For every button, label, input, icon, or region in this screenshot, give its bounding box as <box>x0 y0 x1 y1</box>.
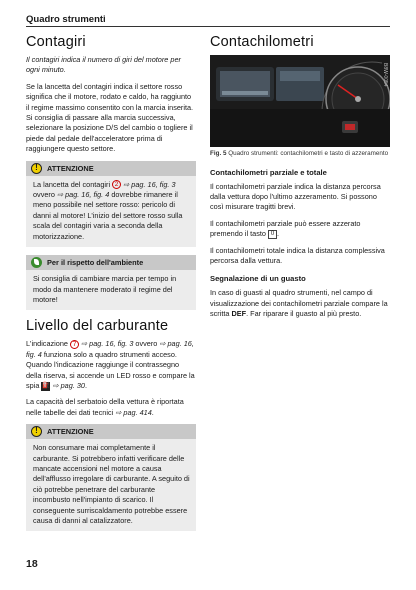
text-part: . Far riparare il guasto al più presto. <box>246 309 362 319</box>
guasto-heading: Segnalazione di un guasto <box>210 274 306 284</box>
contagiri-title: Contagiri <box>26 34 86 50</box>
page-reference-link[interactable]: ⇨ pag. 16, fig. 3 <box>121 179 176 189</box>
eco-box <box>26 255 196 310</box>
warning-box-fuel <box>26 424 196 531</box>
def-label: DEF <box>231 309 247 319</box>
warning-icon: ! <box>31 163 42 174</box>
text-part: . <box>84 380 87 390</box>
warning-text-part: ovvero <box>33 190 57 200</box>
warning-text: Non consumare mai completamente il carburante. Si potrebbero infatti verificare delle mancate accensioni nel motore a causa dell'afflusso irregolare di carburante. A seguito di ciò potrebbe penetrare del carburante incombusto nell'impianto di scarico. Il conseguente surriscaldamento potrebbe essere causa di danni al catalizzatore. <box>33 443 190 525</box>
carburante-p2 <box>26 397 196 418</box>
contagiri-intro: Il contagiri indica il numero di giri del motore per ogni minuto. <box>26 55 181 75</box>
page-reference-link[interactable]: ⇨ pag. 16, fig. 4 <box>56 190 110 200</box>
warning-text-part: La lancetta del contagiri <box>33 179 113 189</box>
text-part: L'indicazione <box>26 339 70 349</box>
fuel-reserve-lamp-icon: ⛽ <box>42 382 50 389</box>
page-reference-link[interactable]: ⇨ pag. 414 <box>115 407 152 417</box>
parziale-p1: Il contachilometri parziale indica la distanza percorsa dalla vettura dopo l'ultimo azzeramento. Si possono così misurare tragitti brevi. <box>210 181 381 212</box>
warning-text <box>26 176 196 247</box>
left-column <box>26 34 196 539</box>
eco-box-header <box>26 255 196 270</box>
warning-text-part: dovrebbe rimanere il meno possibile nel settore rosso: pericolo di danni al motore! L'inizio del settore rosso sulla scala del contagiri varia a seconda della motorizzazione. <box>33 190 183 241</box>
parziale-p3: Il contachilometri totale indica la distanza complessiva percorsa dalla vettura. <box>210 245 385 265</box>
page-reference-link[interactable]: ⇨ pag. 16, fig. 4 <box>26 339 194 359</box>
header-divider <box>26 26 390 27</box>
warning-box-header <box>26 424 196 439</box>
page-reference-link[interactable]: ⇨ pag. 30 <box>50 380 85 390</box>
page-reference-link[interactable]: ⇨ pag. 16, fig. 3 <box>79 339 134 349</box>
page-number: 18 <box>26 558 38 570</box>
text-part: . <box>277 229 280 239</box>
contagiri-body: Se la lancetta del contagiri indica il settore rosso significa che il motore, rodato e caldo, ha raggiunto il regime massimo consentito con la marcia inserita. Si consiglia di passare alla marcia successiva, selezionare la posizione D/S del cambio o togliere il piede dal pedale dell'acceleratore prima di raggiungere questo settore. <box>26 81 194 154</box>
parziale-p2 <box>210 219 390 240</box>
text-part: La capacità del serbatoio della vettura è riportata nelle tabelle dei dati tecnici <box>26 397 184 417</box>
warning-box-header <box>26 161 196 176</box>
figure-label: Fig. 5 <box>210 150 227 157</box>
eco-leaf-icon <box>31 257 42 268</box>
instrument-cluster-figure <box>210 55 390 147</box>
warning-title: ATTENZIONE <box>47 163 94 173</box>
eco-title: Per il rispetto dell'ambiente <box>47 258 144 268</box>
right-column <box>210 34 390 326</box>
section-header: Quadro strumenti <box>26 14 106 25</box>
instrument-cluster-illustration <box>210 55 390 147</box>
figure-caption-text: Quadro strumenti: contachilometri e tasto di azzeramento <box>228 150 389 157</box>
text-part: Il contachilometri parziale può essere azzerato premendo il tasto <box>210 218 361 239</box>
callout-number: 7 <box>70 340 79 349</box>
contachilometri-title: Contachilometri <box>210 34 314 50</box>
text-part: . <box>151 407 154 417</box>
warning-box-tachometer <box>26 161 196 247</box>
reset-key-icon: 0 <box>268 230 277 239</box>
guasto-body <box>210 288 390 319</box>
figure-code: B8W-0054 <box>382 63 388 87</box>
text-part: funziona solo a quadro strumenti acceso. Quando l'indicazione raggiunge il contrassegno della riserva, si accende un LED rosso e compare la spia <box>26 349 195 390</box>
warning-title: ATTENZIONE <box>47 427 94 437</box>
figure-caption <box>210 150 390 159</box>
carburante-title: Livello del carburante <box>26 318 169 335</box>
carburante-p1 <box>26 339 196 391</box>
eco-text: Si consiglia di cambiare marcia per tempo in modo da mantenere moderato il regime del motore! <box>33 274 177 304</box>
warning-icon: ! <box>31 426 42 437</box>
text-part: In caso di guasti al quadro strumenti, nel campo di visualizzazione dei contachilometri parziale compare la scritta <box>210 288 388 319</box>
parziale-heading: Contachilometri parziale e totale <box>210 167 327 177</box>
callout-number: 2 <box>112 180 121 189</box>
text-part: ovvero <box>133 339 160 349</box>
